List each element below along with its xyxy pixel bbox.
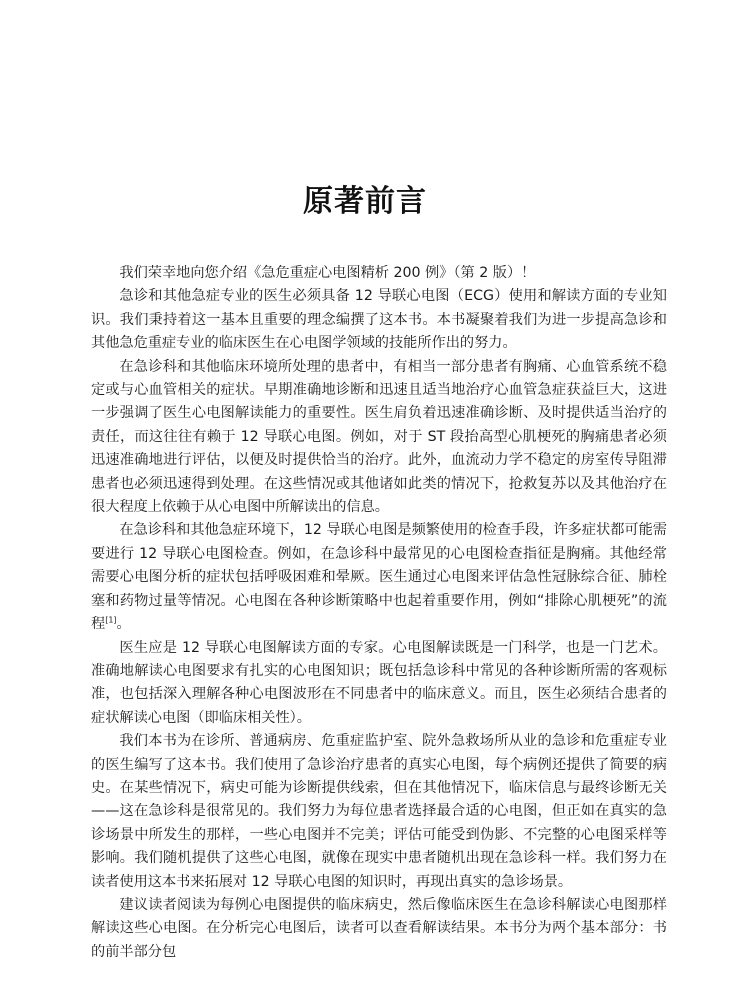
paragraph-2: 急诊和其他急症专业的医生必须具备 12 导联心电图（ECG）使用和解读方面的专业知识。我们秉持着这一基本且重要的理念编撰了这本书。本书凝聚着我们为进一步提高急诊和其他急危重症专业的临床医生在心电图学领域的技能所作出的努力。 <box>91 288 667 352</box>
paragraph-6: 我们本书为在诊所、普通病房、危重症监护室、院外急救场所从业的急诊和危重症专业的医生编写了这本书。我们使用了急诊治疗患者的真实心电图，每个病例还提供了简要的病史。在某些情况下，病史可能为诊断提供线索，但在其他情况下，临床信息与最终诊断无关——这在急诊科是很常见的。我们努力为每位患者选择最合适的心电图，但正如在真实的急诊场景中所发生的那样，一些心电图并不完美；评估可能受到伪影、不完整的心电图采样等影响。我们随机提供了这些心电图，就像在现实中患者随机出现在急诊科一样。我们努力在读者使用这本书来拓展对 12 导联心电图的知识时，再现出真实的急诊场景。 <box>91 733 667 890</box>
paragraph-1: 我们荣幸地向您介绍《急危重症心电图精析 200 例》（第 2 版）！ <box>119 265 536 281</box>
preface-body <box>91 262 667 964</box>
paragraph-5: 医生应是 12 导联心电图解读方面的专家。心电图解读既是一门科学，也是一门艺术。准确地解读心电图要求有扎实的心电图知识；既包括急诊科中常见的各种诊断所需的客观标准，也包括深入理解各种心电图波形在不同患者中的临床意义。而且，医生必须结合患者的症状解读心电图（即临床相关性）。 <box>91 639 667 726</box>
paragraph-7: 建议读者阅读为每例心电图提供的临床病史，然后像临床医生在急诊科解读心电图那样解读这些心电图。在分析完心电图后，读者可以查看解读结果。本书分为两个基本部分：书的前半部分包 <box>91 896 667 960</box>
paragraph-4-text: 在急诊科和其他急症环境下，12 导联心电图是频繁使用的检查手段，许多症状都可能需要进行 12 导联心电图检查。例如，在急诊科中最常见的心电图检查指征是胸痛。其他经常需要心电图分析的症状包括呼吸困难和晕厥。医生通过心电图来评估急性冠脉综合征、肺栓塞和药物过量等情况。心电图在各种诊断策略中也起着重要作用，例如“排除心肌梗死”的流程 <box>91 522 667 633</box>
paragraph-4-tail: 。 <box>116 616 131 633</box>
citation-reference: [1] <box>105 615 117 625</box>
paragraph-4 <box>91 519 667 636</box>
page-title: 原著前言 <box>303 184 427 219</box>
paragraph-3: 在急诊科和其他临床环境所处理的患者中，有相当一部分患者有胸痛、心血管系统不稳定或与心血管相关的症状。早期准确地诊断和迅速且适当地治疗心血管急症获益巨大，这进一步强调了医生心电图解读能力的重要性。医生肩负着迅速准确诊断、及时提供适当治疗的责任，而这往往有赖于 12 导联心电图。例如，对于 ST 段抬高型心肌梗死的胸痛患者必须迅速准确地进行评估，以便及时提供恰当的治疗。此外，血流动力学不稳定的房室传导阻滞患者也必须迅速得到处理。在这些情况或其他诸如此类的情况下，抢救复苏以及其他治疗在很大程度上依赖于从心电图中所解读出的信息。 <box>91 358 667 516</box>
